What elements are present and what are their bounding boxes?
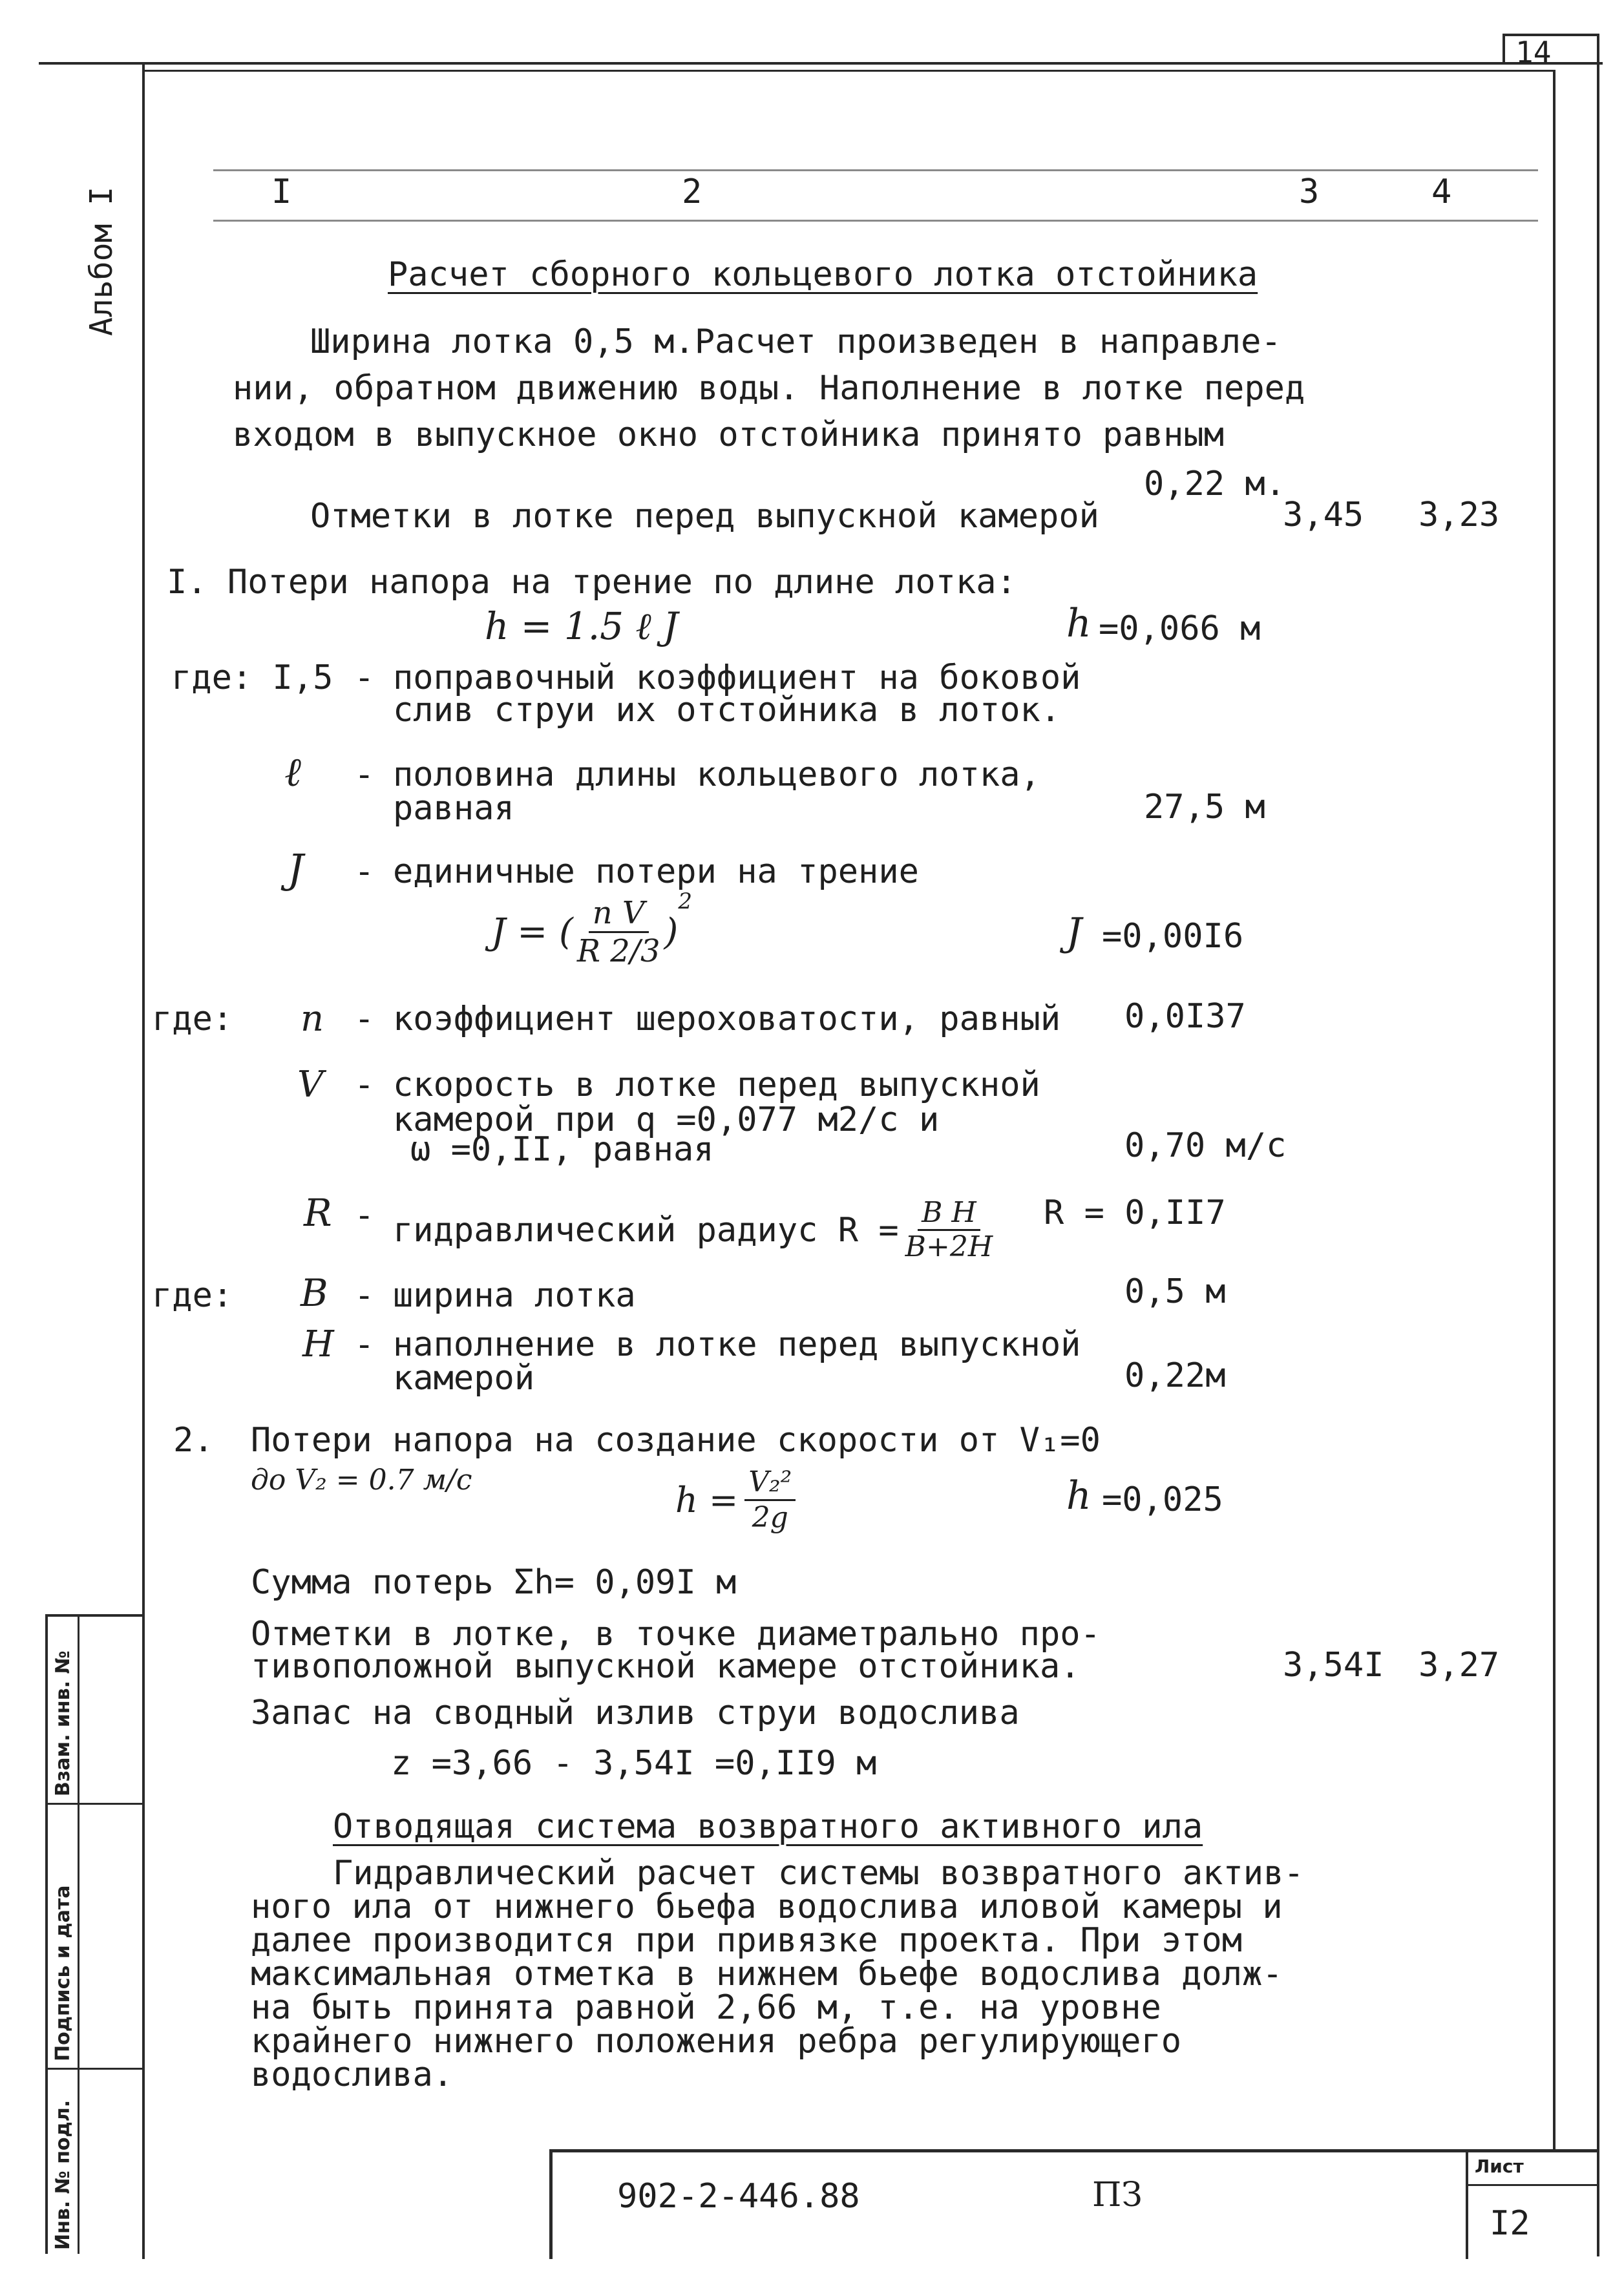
j-dash: - — [354, 852, 375, 891]
stamp-podpis: Подпись и дата — [52, 1885, 74, 2061]
v-line2: камерой при q =0,077 м2/с и — [393, 1100, 940, 1139]
sec2-formula-lhs: h = — [675, 1480, 739, 1520]
col-header-1: I — [271, 173, 292, 211]
marks2-line1: Отметки в лотке, в точке диаметрально про- — [251, 1615, 1101, 1654]
stamp-inv: Инв. № подл. — [52, 2099, 74, 2250]
r-fraction — [905, 1197, 993, 1263]
marks-col4: 3,23 — [1418, 496, 1500, 534]
stamp-left-div1 — [45, 1803, 145, 1805]
j-desc: единичные потери на трение — [393, 852, 919, 891]
where1-dash: - — [354, 658, 375, 697]
reserve-line: Запас на сводный излив струи водослива — [251, 1694, 1020, 1732]
l-dash: - — [354, 755, 375, 794]
para2-line-3: далее производится при привязке проекта. При этом — [251, 1921, 1243, 1960]
j-formula-fraction — [577, 895, 660, 969]
r-value: R = 0,II7 — [1044, 1193, 1226, 1232]
j-symbol: J — [288, 845, 304, 892]
sec2-value: =0,025 — [1102, 1480, 1223, 1519]
stamp-vzam: Взам. инв. № — [52, 1650, 74, 1796]
hh-dash: - — [354, 1325, 375, 1364]
b-value: 0,5 м — [1124, 1272, 1226, 1311]
para2-line-7: водослива. — [251, 2055, 454, 2094]
stamp-left-div2 — [45, 2068, 145, 2070]
j-formula-rhs: ) — [664, 910, 679, 953]
r-num: B H — [918, 1197, 980, 1231]
v-value: 0,70 м/с — [1124, 1126, 1287, 1165]
intro-line-1: Ширина лотка 0,5 м.Расчет произведен в направле- — [310, 322, 1281, 361]
hh-symbol: H — [302, 1323, 334, 1365]
b-desc: ширина лотка — [393, 1276, 636, 1315]
page-number: 14 — [1515, 35, 1552, 70]
where1-line1: поправочный коэффициент на боковой — [393, 658, 1081, 697]
j-formula-exp: 2 — [678, 888, 692, 914]
b-dash: - — [354, 1276, 375, 1315]
top-border-line — [39, 62, 1603, 65]
para2-line-6: крайнего нижнего положения ребра регулирующего — [251, 2022, 1182, 2061]
inner-top-line — [143, 70, 1555, 72]
para2-line-2: ного ила от нижнего бьефа водослива иловой камеры и — [251, 1887, 1283, 1926]
sheet-label: Лист — [1475, 2156, 1524, 2177]
sec2-num: 2. — [173, 1421, 214, 1460]
j-value-symbol: J — [1066, 910, 1082, 955]
sec1-title: I. Потери напора на трение по длине лотка: — [167, 563, 1017, 602]
page-number-box-left — [1503, 34, 1505, 65]
intro-line-3: входом в выпускное окно отстойника принято равным — [233, 415, 1225, 454]
sec1-h-symbol: h — [1066, 601, 1091, 646]
title-block-left — [549, 2149, 553, 2259]
n-symbol: n — [301, 998, 324, 1040]
l-line2: равная — [393, 789, 514, 828]
title-block-sheet-div — [1466, 2184, 1599, 2186]
r-symbol: R — [304, 1191, 332, 1235]
marks2-line2: тивоположной выпускной камере отстойника. — [251, 1647, 1081, 1686]
stamp-left-outer — [45, 1614, 48, 2254]
l-line1: половина длины кольцевого лотка, — [393, 755, 1040, 794]
intro-value: 0,22 м. — [1144, 465, 1286, 503]
marks2-col3: 3,54I — [1283, 1646, 1384, 1685]
header-line-bottom — [213, 220, 1538, 222]
l-symbol: ℓ — [284, 748, 301, 795]
r-desc-group — [393, 1197, 993, 1263]
j-formula — [491, 888, 692, 969]
left-border-line — [142, 62, 145, 2259]
where1-line2: слив струи их отстойника в лоток. — [393, 691, 1061, 730]
hh-line1: наполнение в лотке перед выпускной — [393, 1325, 1081, 1364]
sec1-formula: h = 1.5 ℓ J — [485, 604, 679, 648]
hh-value: 0,22м — [1124, 1356, 1226, 1395]
para2-line-1: Гидравлический расчет системы возвратного актив- — [333, 1854, 1304, 1893]
doc-code: 902-2-446.88 — [617, 2177, 860, 2216]
sec1-value: =0,066 м — [1099, 609, 1261, 648]
marks2-col4: 3,27 — [1418, 1646, 1500, 1685]
sum-line: Сумма потерь Σh= 0,09I м — [251, 1563, 737, 1602]
col-header-3: 3 — [1299, 173, 1320, 211]
sec2-formula — [675, 1466, 796, 1535]
right-border-line — [1597, 34, 1599, 2256]
r-desc: гидравлический радиус R = — [393, 1210, 899, 1250]
n-desc: коэффициент шероховатости, равный — [393, 1000, 1061, 1038]
para2-line-4: максимальная отметка в нижнем бьефе водослива долж- — [251, 1955, 1283, 1993]
n-value: 0,0I37 — [1124, 997, 1246, 1036]
side-album-label: Альбом I — [83, 186, 120, 336]
hh-line2: камерой — [393, 1359, 535, 1398]
j-formula-den: R 2/3 — [576, 933, 660, 969]
marks-label: Отметки в лотке перед выпускной камерой — [310, 497, 1099, 536]
stamp-left-top — [45, 1614, 145, 1617]
sec2-line2: до V₂ = 0.7 м/с — [251, 1464, 472, 1497]
v-dash: - — [354, 1066, 375, 1104]
where3-label: где: — [152, 1276, 233, 1315]
j-formula-num: n V — [589, 895, 649, 933]
n-dash: - — [354, 1000, 375, 1038]
sec2-formula-den: 2g — [752, 1501, 788, 1534]
v-symbol: V — [297, 1064, 324, 1106]
marks-col3: 3,45 — [1283, 496, 1364, 534]
r-den: B+2H — [905, 1230, 993, 1263]
v-line3: ω =0,II, равная — [410, 1130, 714, 1169]
col-header-2: 2 — [682, 173, 702, 211]
sec2-h-symbol: h — [1066, 1473, 1091, 1519]
intro-line-2: нии, обратном движению воды. Наполнение в лотке перед — [233, 369, 1305, 408]
col-header-4: 4 — [1431, 173, 1452, 211]
l-value: 27,5 м — [1144, 788, 1265, 826]
sec2-fraction — [744, 1466, 796, 1535]
section-title: Расчет сборного кольцевого лотка отстойника — [388, 255, 1258, 294]
doc-section: ПЗ — [1092, 2176, 1143, 2214]
b-symbol: B — [301, 1271, 328, 1315]
stamp-left-inner — [78, 1614, 79, 2254]
para2-line-5: на быть принята равной 2,66 м, т.е. на уровне — [251, 1988, 1161, 2027]
reserve-formula: z =3,66 - 3,54I =0,II9 м — [391, 1744, 877, 1783]
title-block-sheet-left — [1466, 2149, 1468, 2259]
j-value: =0,00I6 — [1102, 917, 1244, 956]
inner-right-line — [1553, 70, 1555, 2150]
sheet-number: I2 — [1490, 2204, 1530, 2243]
v-line1: скорость в лотке перед выпускной — [393, 1066, 1040, 1104]
sec2-formula-num: V₂² — [744, 1466, 796, 1501]
header-line-top — [213, 169, 1538, 171]
where1-prefix: где: I,5 — [171, 658, 333, 697]
title-block-top — [549, 2149, 1599, 2152]
j-formula-lhs: J = ( — [491, 910, 573, 953]
sec2-line1: Потери напора на создание скорости от V₁=0 — [251, 1421, 1101, 1460]
where2-label: где: — [152, 1000, 233, 1038]
r-dash: - — [354, 1196, 375, 1235]
section-title-2: Отводящая система возвратного активного ила — [333, 1807, 1203, 1846]
